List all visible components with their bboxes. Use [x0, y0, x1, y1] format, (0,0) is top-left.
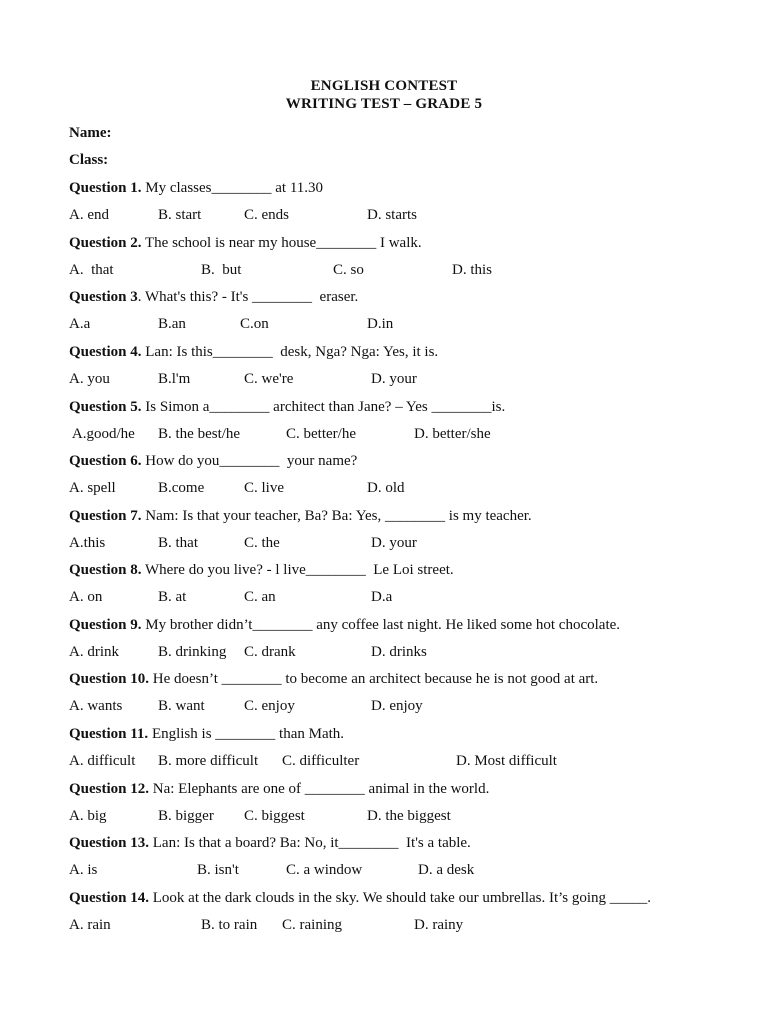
question-2-option-c: C. so [333, 262, 364, 278]
question-9-option-a: A. drink [69, 644, 119, 660]
question-label: Question 13. [69, 835, 150, 851]
question-label: Question 6. [69, 453, 142, 469]
question-10-option-a: A. wants [69, 698, 123, 714]
question-1-option-c: C. ends [244, 207, 289, 223]
test-subtitle: WRITING TEST – GRADE 5 [285, 96, 483, 112]
question-7-option-c: C. the [244, 535, 280, 551]
question-14 [69, 889, 651, 907]
question-4-option-c: C. we're [244, 371, 294, 387]
question-14-option-d: D. rainy [414, 917, 464, 933]
question-12-option-b: B. bigger [158, 808, 214, 824]
question-12 [69, 780, 489, 798]
question-10-option-c: C. enjoy [244, 698, 295, 714]
question-6-option-d: D. old [367, 480, 405, 496]
question-text: English is ________ than Math. [148, 726, 345, 742]
question-9-option-d: D. drinks [371, 644, 427, 660]
question-10-option-b: B. want [158, 698, 205, 714]
question-5-option-a: A.good/he [69, 426, 135, 442]
question-label: Question 12. [69, 781, 150, 797]
question-2-option-b: B. but [201, 262, 242, 278]
question-13 [69, 834, 471, 852]
question-text: Look at the dark clouds in the sky. We should take our umbrellas. It’s going _____. [149, 890, 652, 906]
question-1 [69, 179, 323, 197]
question-8-option-d: D.a [371, 589, 393, 605]
question-11-option-b: B. more difficult [158, 753, 259, 769]
question-label: Question 8. [69, 562, 142, 578]
question-1-option-d: D. starts [367, 207, 417, 223]
question-6-option-c: C. live [244, 480, 284, 496]
question-10 [69, 670, 598, 688]
question-10-option-d: D. enjoy [371, 698, 423, 714]
question-label: Question 10. [69, 671, 150, 687]
question-text: How do you________ your name? [141, 453, 358, 469]
name-label: Name: [69, 125, 112, 141]
question-13-option-c: C. a window [286, 862, 363, 878]
question-8-option-c: C. an [244, 589, 276, 605]
question-13-option-d: D. a desk [418, 862, 475, 878]
question-8 [69, 561, 454, 579]
question-5-option-d: D. better/she [414, 426, 491, 442]
question-text: . What's this? - It's ________ eraser. [137, 289, 359, 305]
question-5-option-c: C. better/he [286, 426, 356, 442]
question-11 [69, 725, 344, 743]
question-13-option-b: B. isn't [197, 862, 239, 878]
question-11-option-d: D. Most difficult [456, 753, 557, 769]
question-1-option-a: A. end [69, 207, 109, 223]
question-label: Question 11. [69, 726, 149, 742]
question-2-option-a: A. that [69, 262, 114, 278]
question-7-option-d: D. your [371, 535, 417, 551]
question-14-option-b: B. to rain [201, 917, 258, 933]
contest-title: ENGLISH CONTEST [310, 78, 458, 94]
question-9-option-b: B. drinking [158, 644, 227, 660]
question-11-option-a: A. difficult [69, 753, 136, 769]
question-12-option-c: C. biggest [244, 808, 305, 824]
question-text: My brother didn’t________ any coffee last night. He liked some hot chocolate. [141, 617, 621, 633]
question-14-option-a: A. rain [69, 917, 111, 933]
question-12-option-d: D. the biggest [367, 808, 451, 824]
question-label: Question 1. [69, 180, 142, 196]
question-9-option-c: C. drank [244, 644, 296, 660]
question-text: Lan: Is that a board? Ba: No, it________ It's a table. [149, 835, 471, 851]
question-4-option-d: D. your [371, 371, 417, 387]
question-4-option-b: B.l'm [158, 371, 191, 387]
question-13-option-a: A. is [69, 862, 98, 878]
question-3-option-a: A.a [69, 316, 91, 332]
question-label: Question 9. [69, 617, 142, 633]
question-6-option-a: A. spell [69, 480, 116, 496]
question-7 [69, 507, 532, 525]
question-4-option-a: A. you [69, 371, 110, 387]
question-label: Question 14. [69, 890, 150, 906]
question-2-option-d: D. this [452, 262, 493, 278]
question-text: Na: Elephants are one of ________ animal in the world. [149, 781, 490, 797]
question-text: The school is near my house________ I walk. [141, 235, 422, 251]
question-3 [69, 288, 358, 306]
question-7-option-b: B. that [158, 535, 198, 551]
class-label: Class: [69, 152, 109, 168]
question-8-option-b: B. at [158, 589, 187, 605]
question-label: Question 5. [69, 399, 142, 415]
question-6 [69, 452, 357, 470]
question-text: He doesn’t ________ to become an architect because he is not good at art. [149, 671, 599, 687]
question-text: My classes________ at 11.30 [141, 180, 324, 196]
question-6-option-b: B.come [158, 480, 205, 496]
question-1-option-b: B. start [158, 207, 202, 223]
question-label: Question 2. [69, 235, 142, 251]
question-text: Where do you live? - l live________ Le Loi street. [141, 562, 454, 578]
question-8-option-a: A. on [69, 589, 103, 605]
question-2 [69, 234, 422, 252]
question-text: Lan: Is this________ desk, Nga? Nga: Yes, it is. [141, 344, 439, 360]
question-9 [69, 616, 620, 634]
question-3-option-d: D.in [367, 316, 394, 332]
question-3-option-b: B.an [158, 316, 186, 332]
question-label: Question 3 [69, 289, 138, 305]
question-12-option-a: A. big [69, 808, 107, 824]
question-4 [69, 343, 438, 361]
question-14-option-c: C. raining [282, 917, 342, 933]
question-5 [69, 398, 505, 416]
question-label: Question 7. [69, 508, 142, 524]
question-text: Nam: Is that your teacher, Ba? Ba: Yes, ________ is my teacher. [141, 508, 532, 524]
question-3-option-c: C.on [240, 316, 269, 332]
question-11-option-c: C. difficulter [282, 753, 360, 769]
question-label: Question 4. [69, 344, 142, 360]
question-text: Is Simon a________ architect than Jane? – Yes ________is. [141, 399, 506, 415]
question-5-option-b: B. the best/he [158, 426, 241, 442]
question-7-option-a: A.this [69, 535, 106, 551]
